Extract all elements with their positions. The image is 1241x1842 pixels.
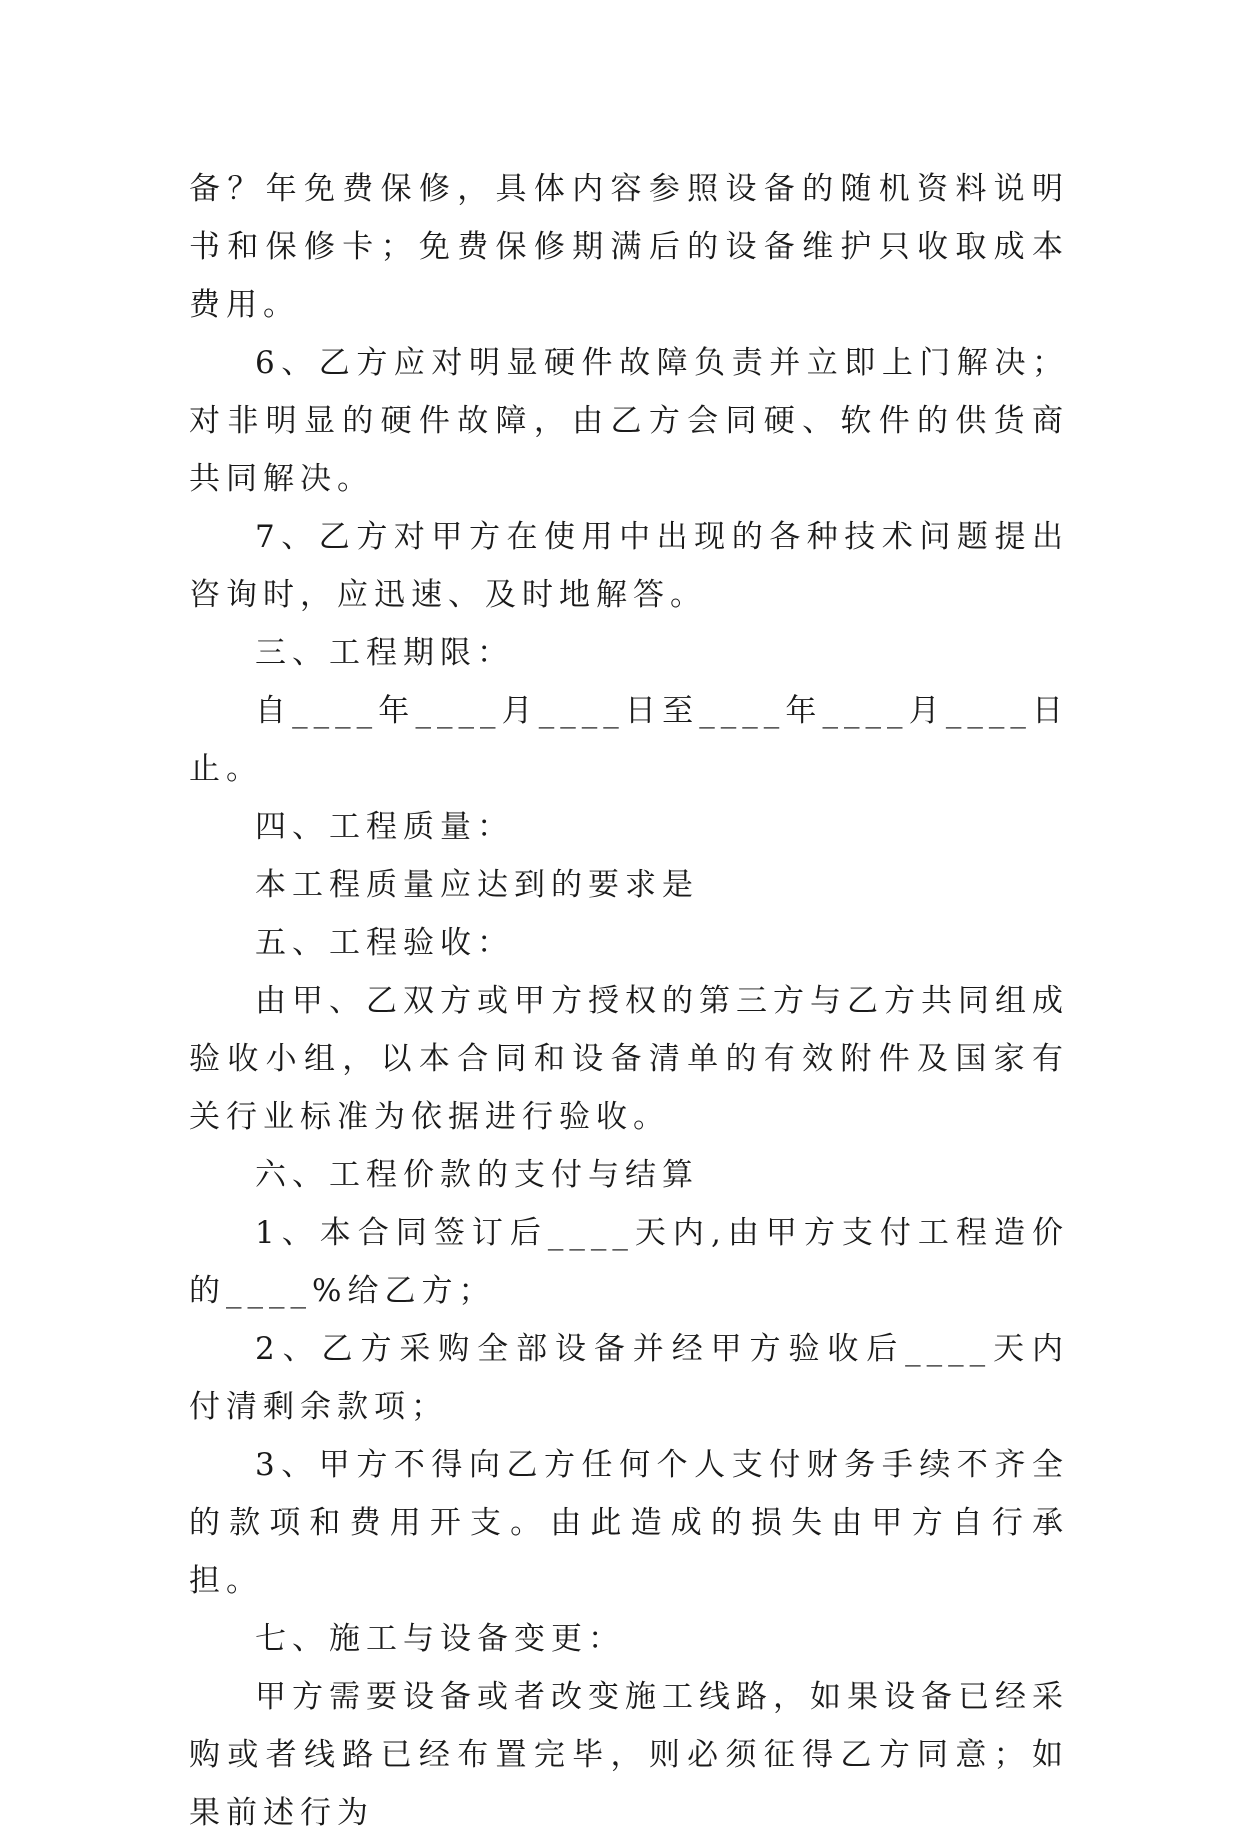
paragraph-warranty-continuation: 备？年免费保修，具体内容参照设备的随机资料说明书和保修卡；免费保修期满后的设备维护只收取成本费用。 bbox=[189, 171, 1069, 323]
paragraph-clause-6: 6、乙方应对明显硬件故障负责并立即上门解决；对非明显的硬件故障，由乙方会同硬、软件的供货商共同解决。 bbox=[189, 345, 1069, 497]
paragraph-clause-7: 7、乙方对甲方在使用中出现的各种技术问题提出咨询时，应迅速、及时地解答。 bbox=[189, 519, 1069, 613]
section-heading-changes: 七、施工与设备变更： bbox=[255, 1621, 625, 1657]
paragraph-payment-1: 1、本合同签订后____天内,由甲方支付工程造价的____%给乙方； bbox=[189, 1215, 1069, 1309]
section-heading-payment: 六、工程价款的支付与结算 bbox=[255, 1157, 699, 1193]
paragraph-acceptance: 由甲、乙双方或甲方授权的第三方与乙方共同组成验收小组，以本合同和设备清单的有效附件及国家有关行业标准为依据进行验收。 bbox=[189, 983, 1069, 1135]
paragraph-quality-requirement: 本工程质量应达到的要求是 bbox=[255, 867, 699, 903]
section-heading-acceptance: 五、工程验收： bbox=[255, 925, 514, 961]
paragraph-payment-2: 2、乙方采购全部设备并经甲方验收后____天内付清剩余款项； bbox=[189, 1331, 1069, 1425]
paragraph-payment-3: 3、甲方不得向乙方任何个人支付财务手续不齐全的款项和费用开支。由此造成的损失由甲方自行承担。 bbox=[189, 1447, 1069, 1599]
section-heading-project-quality: 四、工程质量： bbox=[255, 809, 514, 845]
paragraph-changes: 甲方需要设备或者改变施工线路，如果设备已经采购或者线路已经布置完毕，则必须征得乙方同意；如果前述行为 bbox=[189, 1679, 1069, 1831]
contract-body bbox=[189, 160, 1069, 1842]
section-heading-project-period: 三、工程期限： bbox=[255, 635, 514, 671]
paragraph-period-dates: 自____年____月____日至____年____月____日止。 bbox=[189, 693, 1069, 787]
